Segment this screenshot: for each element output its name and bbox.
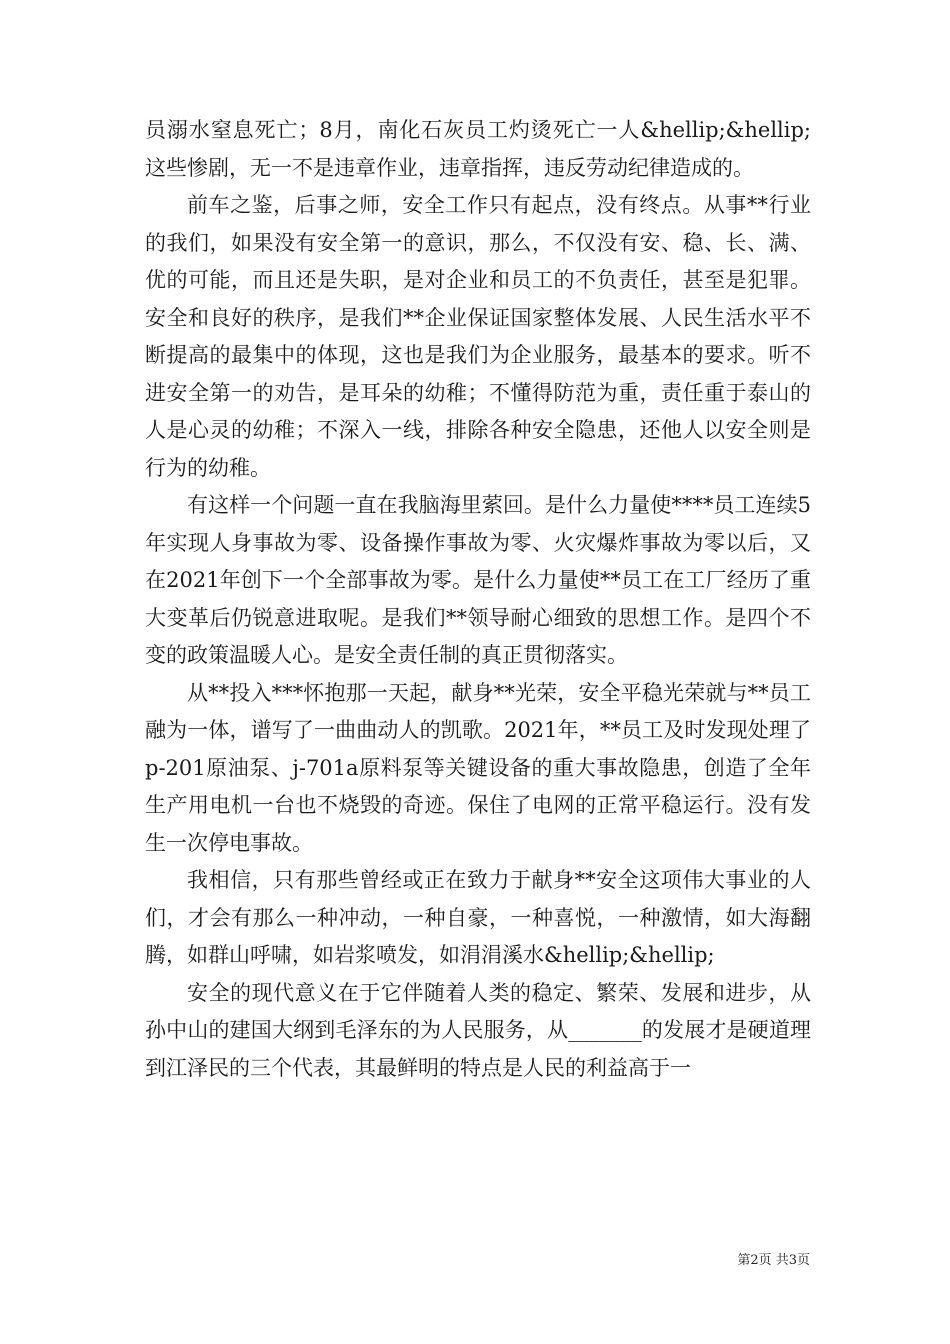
paragraph-1: 员溺水窒息死亡；8月，南化石灰员工灼烫死亡一人&hellip;&hellip;这些惨剧，无一不是违章作业，违章指挥，违反劳动纪律造成的。 — [145, 118, 811, 180]
paragraph-3: 有这样一个问题一直在我脑海里萦回。是什么力量使****员工连续5年实现人身事故为零、设备操作事故为零、火灾爆炸事故为零以后，又在2021年创下一个全部事故为零。是什么力量使**员工在工厂经历了重大变革后仍锐意进取呢。是我们**领导耐心细致的思想工作。是四个不变的政策温暖人心。是安全责任制的真正贯彻落实。 — [145, 493, 811, 667]
paragraph-5: 我相信，只有那些曾经或正在致力于献身**安全这项伟大事业的人们，才会有那么一种冲动，一种自豪，一种喜悦，一种激情，如大海翻腾，如群山呼啸，如岩浆喷发，如涓涓溪水&hellip;&hellip; — [145, 868, 811, 967]
document-body — [145, 112, 811, 1087]
paragraph-4: 从**投入***怀抱那一天起，献身**光荣，安全平稳光荣就与**员工融为一体，谱写了一曲曲动人的凯歌。2021年，**员工及时发现处理了p-201原油泵、j-701a原料泵等关键设备的重大事故隐患，创造了全年生产用电机一台也不烧毁的奇迹。保住了电网的正常平稳运行。没有发生一次停电事故。 — [145, 680, 811, 855]
paragraph-6: 安全的现代意义在于它伴随着人类的稳定、繁荣、发展和进步，从孙中山的建国大纲到毛泽东的为人民服务，从_______的发展才是硬道理到江泽民的三个代表，其最鲜明的特点是人民的利益高于一 — [145, 980, 811, 1080]
paragraph-2: 前车之鉴，后事之师，安全工作只有起点，没有终点。从事**行业的我们，如果没有安全第一的意识，那么，不仅没有安、稳、长、满、优的可能，而且还是失职，是对企业和员工的不负责任，甚至是犯罪。安全和良好的秩序，是我们**企业保证国家整体发展、人民生活水平不断提高的最集中的体现，这也是我们为企业服务，最基本的要求。听不进安全第一的劝告，是耳朵的幼稚；不懂得防范为重，责任重于泰山的人是心灵的幼稚；不深入一线，排除各种安全隐患，还他人以安全则是行为的幼稚。 — [145, 193, 811, 480]
page-number-footer: 第2页 共3页 — [737, 1253, 810, 1268]
